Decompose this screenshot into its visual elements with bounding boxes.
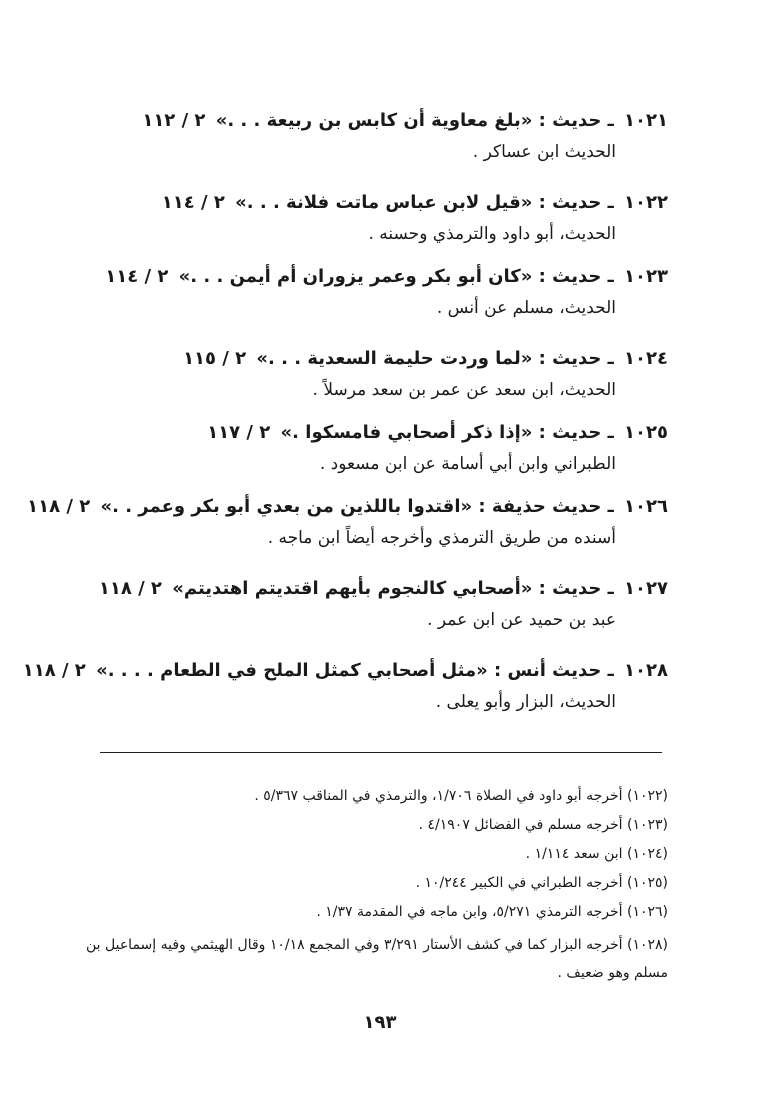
hadith-reference: ٢ / ١١٤ <box>161 192 225 213</box>
hadith-reference: ٢ / ١١٨ <box>22 660 86 681</box>
hadith-heading <box>68 417 668 449</box>
hadith-heading <box>22 655 668 687</box>
hadith-number: ١٠٢٤ <box>624 348 668 369</box>
hadith-entry-1027 <box>68 573 668 635</box>
footnote: (١٠٢٦) أخرجه الترمذي ٥/٢٧١، وابن ماجه في المقدمة ١/٣٧ . <box>316 904 668 920</box>
hadith-entry-1022 <box>68 187 668 249</box>
hadith-reference: ٢ / ١١٨ <box>27 496 91 517</box>
hadith-number: ١٠٢٧ <box>624 578 668 599</box>
footnote: (١٠٢٢) أخرجه أبو داود في الصلاة ١/٧٠٦، والترمذي في المناقب ٥/٣٦٧ . <box>254 788 668 804</box>
hadith-list <box>22 105 668 717</box>
footnote: (١٠٢٤) ابن سعد ١/١١٤ . <box>525 846 668 862</box>
hadith-number: ١٠٢٥ <box>624 422 668 443</box>
hadith-quote: «قيل لابن عباس ماتت فلانة . . .» <box>235 192 533 213</box>
hadith-heading <box>68 105 668 137</box>
hadith-label: حديث : <box>538 266 602 287</box>
hadith-quote: «بلغ معاوية أن كابس بن ربيعة . . .» <box>215 110 533 131</box>
separator: ـ <box>607 110 614 131</box>
hadith-quote: «إذا ذكر أصحابي فامسكوا .» <box>280 422 533 443</box>
hadith-heading <box>68 261 668 293</box>
hadith-source: عبد بن حميد عن ابن عمر . <box>427 610 616 630</box>
hadith-reference: ٢ / ١١٥ <box>183 348 247 369</box>
footnote-divider <box>100 752 662 753</box>
hadith-source: الحديث، مسلم عن أنس . <box>436 298 616 318</box>
hadith-reference: ٢ / ١١٤ <box>105 266 169 287</box>
hadith-entry-1021 <box>68 105 668 167</box>
hadith-heading <box>68 187 668 219</box>
hadith-quote: «مثل أصحابي كمثل الملح في الطعام . . . .» <box>96 660 488 681</box>
hadith-source: الحديث، أبو داود والترمذي وحسنه . <box>368 224 616 244</box>
hadith-entry-1023 <box>68 261 668 323</box>
footnote: (١٠٢٣) أخرجه مسلم في الفضائل ٤/١٩٠٧ . <box>418 817 668 833</box>
separator: ـ <box>607 192 614 213</box>
hadith-label: حديث : <box>538 578 602 599</box>
hadith-heading <box>27 491 668 523</box>
separator: ـ <box>607 660 614 681</box>
hadith-source: أسنده من طريق الترمذي وأخرجه أيضاً ابن ماجه . <box>267 528 616 548</box>
page-number: ١٩٣ <box>363 1012 397 1033</box>
hadith-number: ١٠٢٢ <box>624 192 668 213</box>
hadith-entry-1028 <box>22 655 668 717</box>
hadith-heading <box>68 573 668 605</box>
hadith-entry-1025 <box>68 417 668 479</box>
hadith-label: حديث أنس : <box>494 660 602 681</box>
footnote: (١٠٢٨) أخرجه البزار كما في كشف الأستار ٣/٢٩١ وفي المجمع ١٠/١٨ وقال الهيثمي وفيه إسماعيل بن مسلم وهو ضعيف . <box>86 937 668 981</box>
hadith-quote: «كان أبو بكر وعمر يزوران أم أيمن . . .» <box>178 266 533 287</box>
hadith-label: حديث حذيفة : <box>478 496 602 517</box>
hadith-number: ١٠٢٦ <box>624 496 668 517</box>
hadith-label: حديث : <box>538 422 602 443</box>
hadith-reference: ٢ / ١١٢ <box>142 110 206 131</box>
hadith-number: ١٠٢٨ <box>624 660 668 681</box>
hadith-entry-1026 <box>27 491 668 553</box>
separator: ـ <box>607 348 614 369</box>
hadith-quote: «لما وردت حليمة السعدية . . .» <box>256 348 533 369</box>
hadith-reference: ٢ / ١١٨ <box>98 578 162 599</box>
hadith-heading <box>68 343 668 375</box>
hadith-number: ١٠٢٣ <box>624 266 668 287</box>
separator: ـ <box>607 422 614 443</box>
hadith-quote: «أصحابي كالنجوم بأيهم اقتديتم اهتديتم» <box>172 578 533 599</box>
hadith-number: ١٠٢١ <box>624 110 668 131</box>
hadith-label: حديث : <box>538 192 602 213</box>
hadith-source: الحديث ابن عساكر . <box>472 142 616 162</box>
separator: ـ <box>607 496 614 517</box>
hadith-quote: «اقتدوا باللذين من بعدي أبو بكر وعمر . .» <box>100 496 473 517</box>
separator: ـ <box>607 266 614 287</box>
separator: ـ <box>607 578 614 599</box>
hadith-label: حديث : <box>538 110 602 131</box>
hadith-reference: ٢ / ١١٧ <box>207 422 271 443</box>
hadith-source: الحديث، ابن سعد عن عمر بن سعد مرسلاً . <box>312 380 616 400</box>
footnotes <box>68 782 668 987</box>
hadith-entry-1024 <box>68 343 668 405</box>
hadith-source: الحديث، البزار وأبو يعلى . <box>435 692 616 712</box>
footnote: (١٠٢٥) أخرجه الطبراني في الكبير ١٠/٢٤٤ . <box>415 875 668 891</box>
hadith-label: حديث : <box>538 348 602 369</box>
hadith-source: الطبراني وابن أبي أسامة عن ابن مسعود . <box>319 454 616 474</box>
